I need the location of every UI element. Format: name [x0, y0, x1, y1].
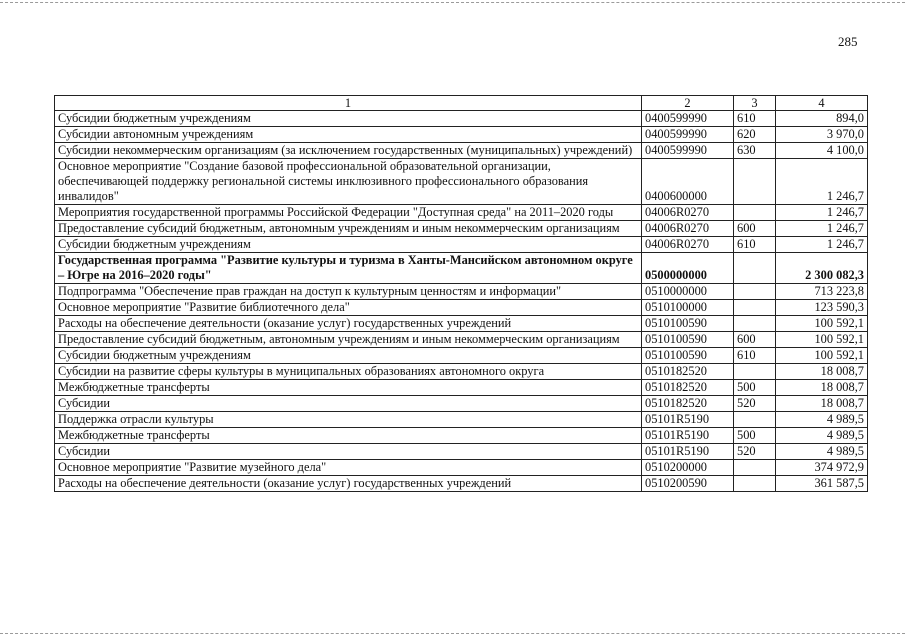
row-name-cell: Субсидии бюджетным учреждениям	[55, 111, 642, 127]
table-row	[55, 396, 868, 412]
row-type-cell: 520	[734, 396, 776, 412]
row-type-cell: 520	[734, 444, 776, 460]
row-code-cell: 0510100590	[642, 316, 734, 332]
row-amount-cell: 4 100,0	[776, 143, 868, 159]
row-amount-cell: 1 246,7	[776, 159, 868, 205]
row-type-cell	[734, 253, 776, 284]
row-name-cell: Основное мероприятие "Развитие библиотечного дела"	[55, 300, 642, 316]
row-code-cell: 05101R5190	[642, 444, 734, 460]
row-amount-cell: 100 592,1	[776, 332, 868, 348]
row-code-cell: 0510182520	[642, 364, 734, 380]
row-amount-cell: 18 008,7	[776, 396, 868, 412]
row-amount-cell: 713 223,8	[776, 284, 868, 300]
row-type-cell	[734, 284, 776, 300]
table-body	[55, 96, 868, 492]
row-code-cell: 04006R0270	[642, 237, 734, 253]
row-type-cell	[734, 364, 776, 380]
table-row	[55, 143, 868, 159]
table-row	[55, 205, 868, 221]
row-type-cell: 630	[734, 143, 776, 159]
row-type-cell: 500	[734, 428, 776, 444]
row-name-cell: Субсидии некоммерческим организациям (за исключением государственных (муниципальных) учреждений)	[55, 143, 642, 159]
row-type-cell: 610	[734, 348, 776, 364]
row-code-cell: 0510100000	[642, 300, 734, 316]
table-row	[55, 428, 868, 444]
column-header-2: 2	[642, 96, 734, 111]
row-type-cell	[734, 412, 776, 428]
page-number: 285	[838, 34, 858, 49]
row-amount-cell: 100 592,1	[776, 316, 868, 332]
row-type-cell	[734, 460, 776, 476]
row-amount-cell: 1 246,7	[776, 237, 868, 253]
table-row	[55, 284, 868, 300]
row-code-cell: 0400600000	[642, 159, 734, 205]
column-header-1: 1	[55, 96, 642, 111]
table-row	[55, 300, 868, 316]
row-type-cell: 610	[734, 237, 776, 253]
table-row	[55, 332, 868, 348]
table-row	[55, 460, 868, 476]
budget-table	[54, 95, 868, 492]
table-row	[55, 221, 868, 237]
row-code-cell: 0510100590	[642, 332, 734, 348]
row-name-cell: Субсидии бюджетным учреждениям	[55, 348, 642, 364]
row-code-cell: 0510182520	[642, 380, 734, 396]
row-amount-cell: 4 989,5	[776, 412, 868, 428]
row-amount-cell: 2 300 082,3	[776, 253, 868, 284]
row-amount-cell: 3 970,0	[776, 127, 868, 143]
row-name-cell: Подпрограмма "Обеспечение прав граждан на доступ к культурным ценностям и информации"	[55, 284, 642, 300]
row-code-cell: 0510200000	[642, 460, 734, 476]
row-name-cell: Межбюджетные трансферты	[55, 428, 642, 444]
row-name-cell: Субсидии на развитие сферы культуры в муниципальных образованиях автономного округа	[55, 364, 642, 380]
table-row	[55, 380, 868, 396]
row-name-cell: Мероприятия государственной программы Российской Федерации "Доступная среда" на 2011–2020 годы	[55, 205, 642, 221]
row-amount-cell: 361 587,5	[776, 476, 868, 492]
row-type-cell: 600	[734, 221, 776, 237]
row-code-cell: 05101R5190	[642, 412, 734, 428]
row-name-cell: Субсидии автономным учреждениям	[55, 127, 642, 143]
row-amount-cell: 4 989,5	[776, 428, 868, 444]
row-type-cell	[734, 476, 776, 492]
row-code-cell: 0510100590	[642, 348, 734, 364]
table-row	[55, 316, 868, 332]
row-amount-cell: 4 989,5	[776, 444, 868, 460]
row-name-cell: Субсидии бюджетным учреждениям	[55, 237, 642, 253]
row-code-cell: 04006R0270	[642, 205, 734, 221]
row-amount-cell: 1 246,7	[776, 221, 868, 237]
row-amount-cell: 894,0	[776, 111, 868, 127]
table-row	[55, 476, 868, 492]
row-name-cell: Основное мероприятие "Создание базовой профессиональной образовательной организации, обеспечивающей поддержку региональной системы инклюзивного профессионального образования инвалидов"	[55, 159, 642, 205]
table-row	[55, 237, 868, 253]
row-type-cell	[734, 300, 776, 316]
table-row	[55, 348, 868, 364]
row-type-cell: 620	[734, 127, 776, 143]
scan-edge-bottom	[0, 633, 905, 635]
row-type-cell: 600	[734, 332, 776, 348]
row-type-cell	[734, 159, 776, 205]
row-name-cell: Государственная программа "Развитие культуры и туризма в Ханты-Мансийском автономном округе – Югре на 2016–2020 годы"	[55, 253, 642, 284]
row-amount-cell: 374 972,9	[776, 460, 868, 476]
table-row	[55, 111, 868, 127]
row-type-cell	[734, 205, 776, 221]
table-row	[55, 364, 868, 380]
column-header-3: 3	[734, 96, 776, 111]
scan-edge-top	[0, 2, 905, 4]
row-name-cell: Предоставление субсидий бюджетным, автономным учреждениям и иным некоммерческим организациям	[55, 221, 642, 237]
row-code-cell: 0510000000	[642, 284, 734, 300]
row-code-cell: 0400599990	[642, 111, 734, 127]
table-row	[55, 127, 868, 143]
column-header-4: 4	[776, 96, 868, 111]
row-code-cell: 0500000000	[642, 253, 734, 284]
row-amount-cell: 123 590,3	[776, 300, 868, 316]
row-code-cell: 05101R5190	[642, 428, 734, 444]
header-row	[55, 96, 868, 111]
table-row	[55, 444, 868, 460]
row-name-cell: Основное мероприятие "Развитие музейного дела"	[55, 460, 642, 476]
row-name-cell: Межбюджетные трансферты	[55, 380, 642, 396]
row-amount-cell: 1 246,7	[776, 205, 868, 221]
row-code-cell: 0400599990	[642, 127, 734, 143]
row-amount-cell: 100 592,1	[776, 348, 868, 364]
table-row	[55, 253, 868, 284]
row-code-cell: 0400599990	[642, 143, 734, 159]
row-name-cell: Субсидии	[55, 444, 642, 460]
row-name-cell: Расходы на обеспечение деятельности (оказание услуг) государственных учреждений	[55, 476, 642, 492]
row-code-cell: 0510182520	[642, 396, 734, 412]
row-amount-cell: 18 008,7	[776, 380, 868, 396]
row-amount-cell: 18 008,7	[776, 364, 868, 380]
row-name-cell: Субсидии	[55, 396, 642, 412]
row-name-cell: Поддержка отрасли культуры	[55, 412, 642, 428]
row-code-cell: 04006R0270	[642, 221, 734, 237]
table-row	[55, 412, 868, 428]
row-name-cell: Предоставление субсидий бюджетным, автономным учреждениям и иным некоммерческим организациям	[55, 332, 642, 348]
table-row	[55, 159, 868, 205]
row-name-cell: Расходы на обеспечение деятельности (оказание услуг) государственных учреждений	[55, 316, 642, 332]
row-type-cell: 500	[734, 380, 776, 396]
row-type-cell	[734, 316, 776, 332]
row-code-cell: 0510200590	[642, 476, 734, 492]
row-type-cell: 610	[734, 111, 776, 127]
